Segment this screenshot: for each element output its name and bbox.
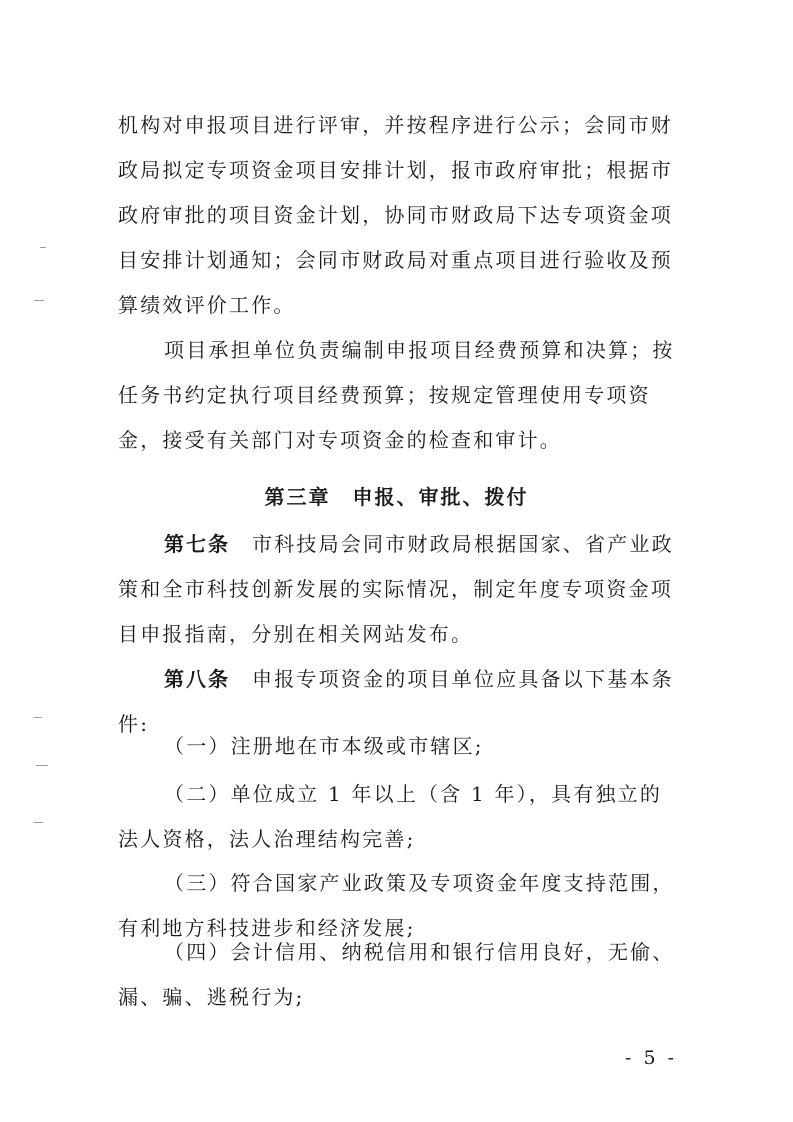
article-eight-text: 申报专项资金的项目单位应具备以下基本条件: [118, 667, 674, 736]
chapter-heading [0, 481, 793, 510]
scan-mark [34, 717, 42, 718]
condition-item: （四）会计信用、纳税信用和银行信用良好，无偷、漏、骗、逃税行为; [118, 940, 675, 1009]
article-eight-label: 第八条 [164, 667, 230, 691]
scan-mark [40, 247, 46, 248]
condition-item: （三）符合国家产业政策及专项资金年度支持范围，有利地方科技进步和经济发展; [118, 871, 675, 940]
article-seven-text: 市科技局会同市财政局根据国家、省产业政策和全市科技创新发展的实际情况，制定年度专项资金项目申报指南，分别在相关网站发布。 [118, 532, 674, 646]
paragraph-project-unit-duties: 项目承担单位负责编制申报项目经费预算和决算；按任务书约定执行项目经费预算；按规定管理使用专项资金，接受有关部门对专项资金的检查和审计。 [118, 338, 675, 452]
condition-item: （一）注册地在市本级或市辖区; [164, 734, 484, 758]
page-number: - 5 - [624, 1047, 677, 1069]
scan-mark [34, 300, 44, 301]
chapter-title: 申报、审批、拨付 [352, 485, 529, 509]
condition-item: （二）单位成立 1 年以上（含 1 年），具有独立的法人资格，法人治理结构完善; [118, 782, 663, 851]
chapter-number: 第三章 [264, 485, 331, 509]
article-seven-label: 第七条 [164, 532, 230, 556]
scan-mark [36, 765, 48, 766]
paragraph-review-process: 机构对申报项目进行评审，并按程序进行公示；会同市财政局拟定专项资金项目安排计划，报市政府审批；根据市政府审批的项目资金计划，协同市财政局下达专项资金项目安排计划通知；会同市财政局对重点项目进行验收及预算绩效评价工作。 [118, 113, 673, 317]
article-seven [118, 522, 684, 657]
scan-mark [34, 822, 43, 823]
